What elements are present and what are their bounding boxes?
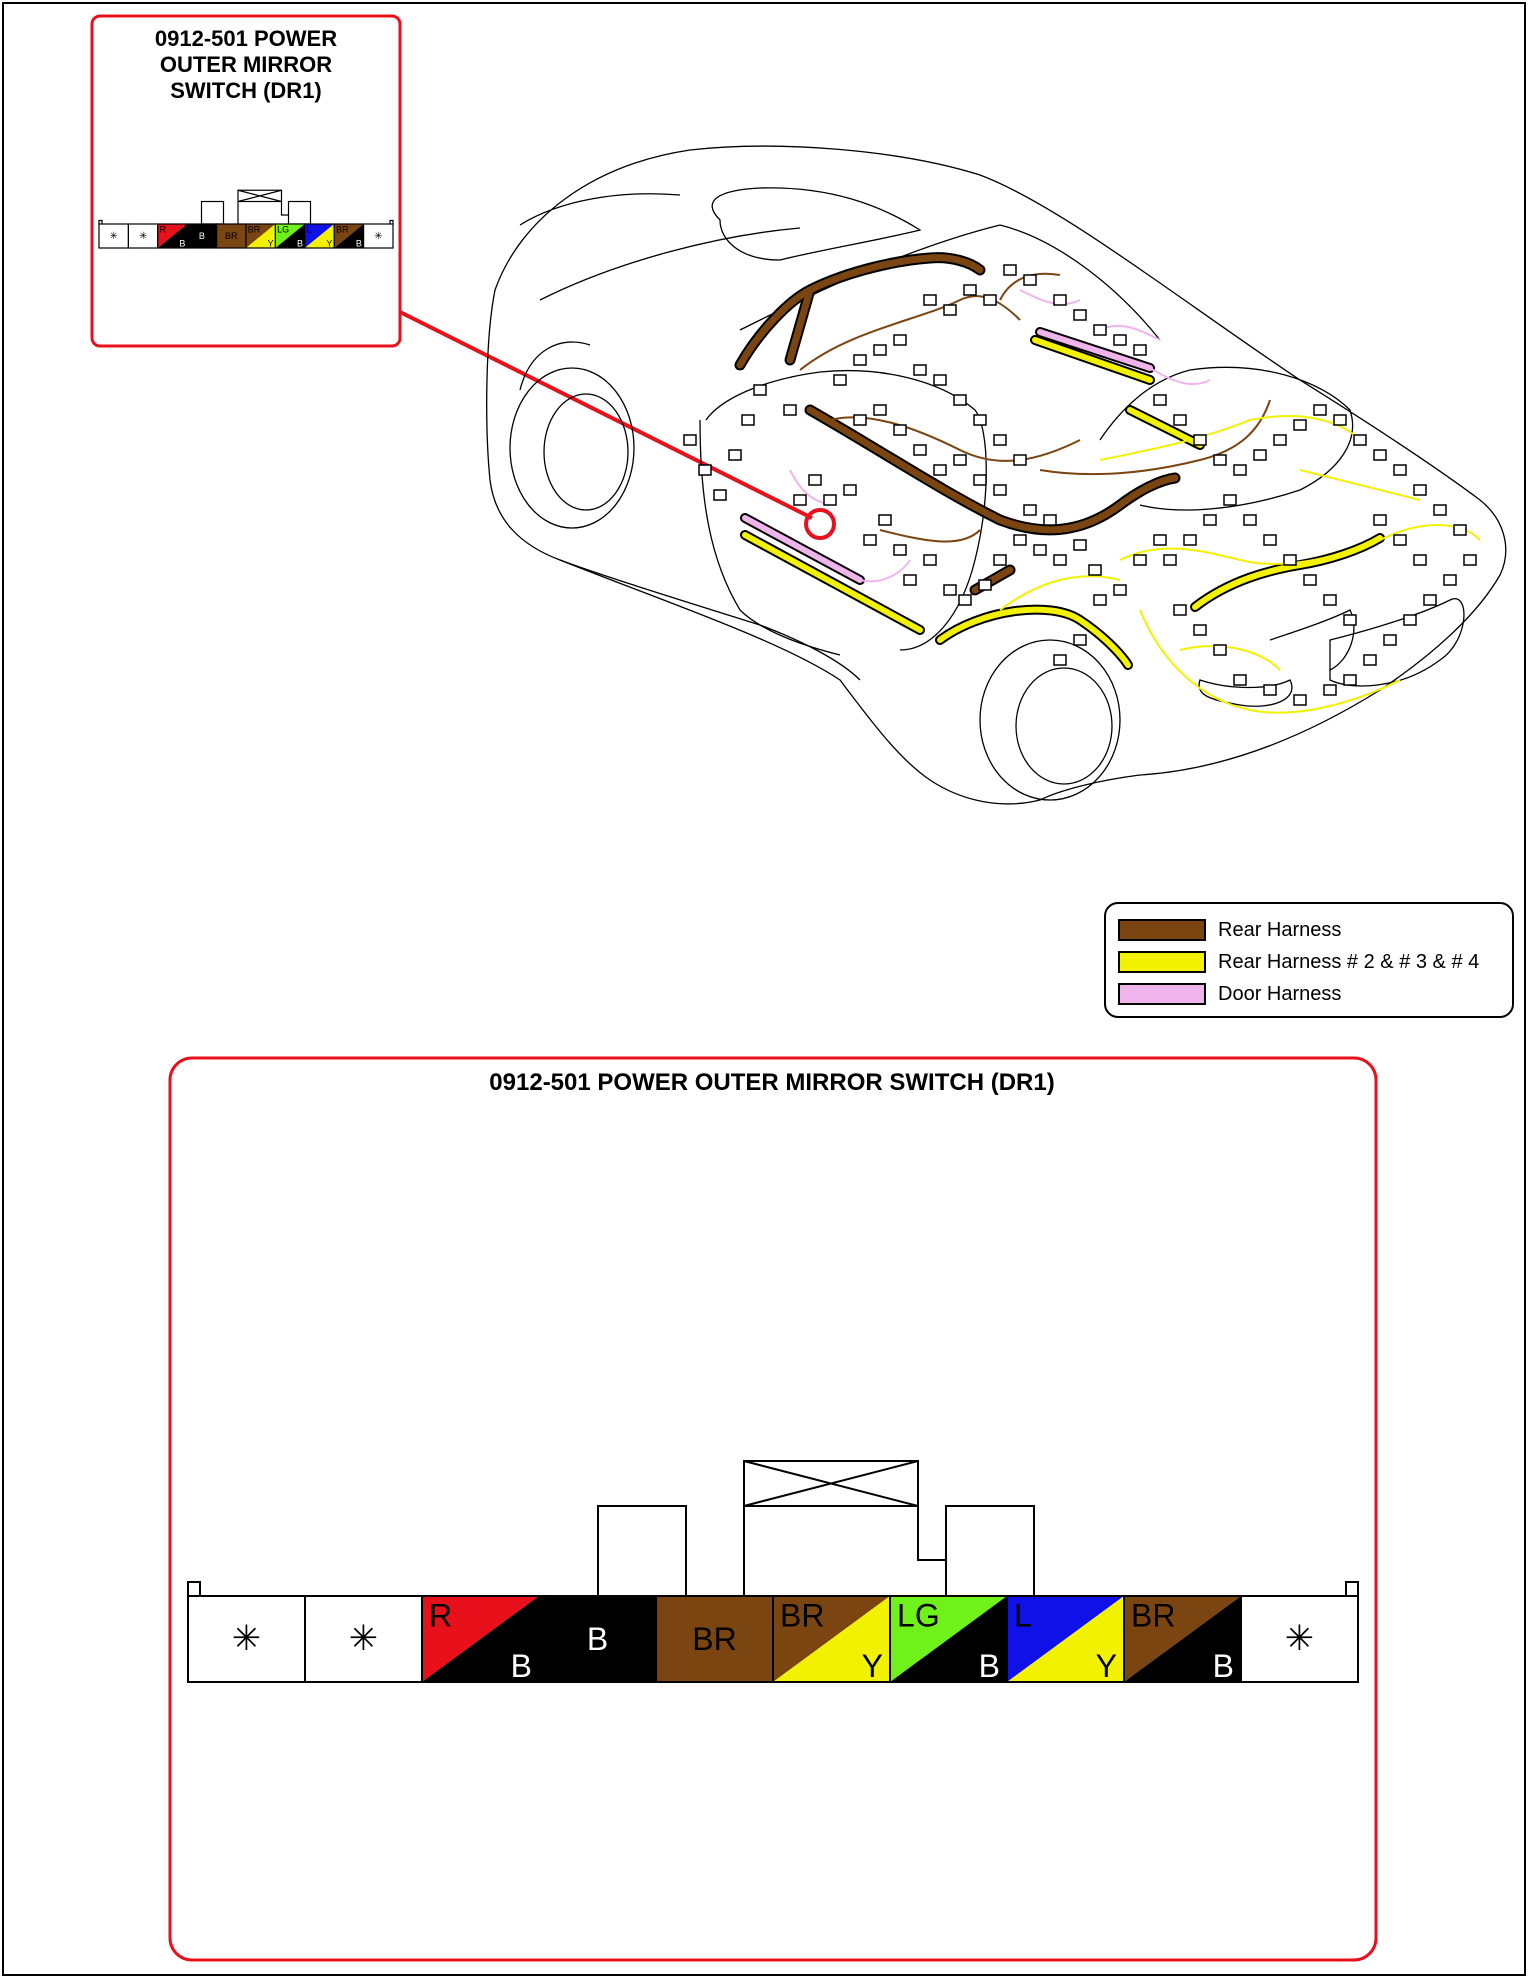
large-connector-diagram (188, 1461, 1358, 1684)
housing-latch-right (946, 1506, 1034, 1596)
pin-wire-top-label: R (159, 224, 167, 235)
pin-wire-label: BR (692, 1621, 737, 1658)
pin-wire-bottom-label: Y (326, 238, 333, 249)
pin-wire-bottom-label: B (978, 1648, 1000, 1685)
pin-wire-top-label: L (306, 224, 312, 235)
callout-title-line-1: 0912-501 POWER (154, 26, 338, 51)
pin-wire-bottom-label: Y (861, 1648, 883, 1685)
pin-wire-bottom-label: B (1212, 1648, 1234, 1685)
pin-cell-9 (1124, 1596, 1241, 1684)
detail-panel-box (170, 1058, 1376, 1960)
pin-wire-top-label: BR (335, 224, 349, 235)
pin-wire-top-label: LG (897, 1597, 940, 1634)
pin-cell-10 (1241, 1596, 1358, 1682)
detail-panel-title: 0912-501 POWER OUTER MIRROR SWITCH (DR1) (489, 1069, 1055, 1096)
pin-wire-top-label: L (1014, 1597, 1032, 1634)
housing-lock-body (744, 1506, 946, 1596)
pin-empty-symbol: ✳ (1284, 1619, 1315, 1659)
legend-label: Rear Harness # 2 & # 3 & # 4 (1218, 950, 1480, 973)
pin-wire-top-label: LG (277, 224, 290, 235)
pin-cell-4 (539, 1596, 656, 1682)
housing-right-nub (1346, 1582, 1358, 1596)
pin-cell-2 (305, 1596, 422, 1682)
housing-left-nub (188, 1582, 200, 1596)
pin-cell-6 (773, 1596, 890, 1684)
pin-wire-bottom-label: B (179, 238, 186, 249)
pin-cell-3 (422, 1596, 539, 1684)
pin-cell-7 (890, 1596, 1007, 1684)
housing-latch-left (598, 1506, 686, 1596)
pin-wire-top-label: BR (247, 224, 261, 235)
pin-empty-symbol: ✳ (374, 231, 383, 243)
callout-title-line-3: SWITCH (DR1) (170, 78, 322, 103)
pin-empty-symbol: ✳ (138, 231, 148, 243)
pin-wire-top-label: BR (1131, 1597, 1176, 1634)
pin-wire-bottom-label: Y (1095, 1648, 1117, 1685)
pin-cell-1 (188, 1596, 305, 1682)
legend-label: Rear Harness (1218, 918, 1342, 941)
pin-cell-5 (656, 1596, 773, 1682)
pin-empty-symbol: ✳ (109, 231, 118, 243)
pin-wire-top-label: BR (780, 1597, 825, 1634)
pin-wire-top-label: R (429, 1597, 453, 1634)
pin-empty-symbol: ✳ (231, 1619, 262, 1659)
pin-empty-symbol: ✳ (348, 1619, 379, 1659)
legend-label: Door Harness (1218, 982, 1342, 1005)
callout-title-line-2: OUTER MIRROR (159, 52, 333, 77)
pin-cell-8 (1007, 1596, 1124, 1684)
pin-wire-bottom-label: Y (267, 238, 274, 249)
pin-wire-bottom-label: B (510, 1648, 532, 1685)
pin-wire-label: B (198, 231, 205, 242)
pin-wire-label: BR (225, 231, 238, 242)
pin-wire-bottom-label: B (355, 238, 362, 249)
pin-wire-bottom-label: B (297, 238, 304, 249)
pin-wire-label: B (586, 1621, 609, 1658)
